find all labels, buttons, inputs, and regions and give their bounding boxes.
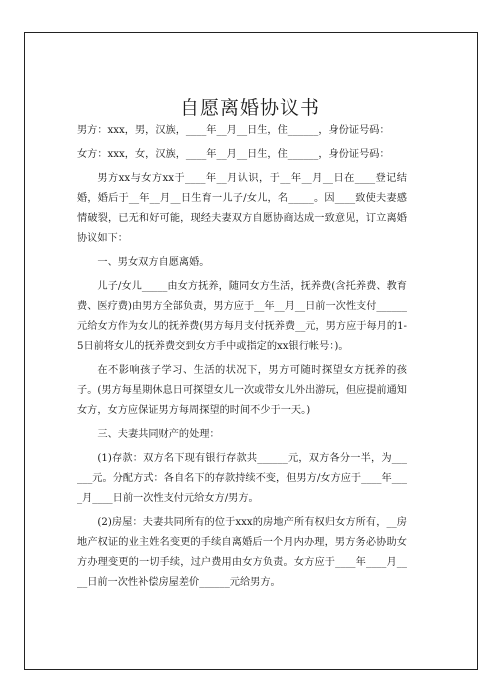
document-title: 自愿离婚协议书 <box>179 96 320 119</box>
male-party-info: 男方：xxx，男，汉族，____年__月__日生，住______，身份证号码： <box>77 125 390 136</box>
deposit-paragraph: (1)存款：双方名下现有银行存款共______元，双方各分一半，为______元。分配方式：各自名下的存款持续不变，但男方/女方应于____年____月____日前一次性支付元给女方/男方。 <box>77 453 407 504</box>
property-paragraph: (2)房屋：夫妻共同所有的位于xxx的房地产所有权归女方所有，__房地产权证的业主姓名变更的手续自离婚后一个月内办理，男方务必协助女方办理变更的一切手续，过户费用由女方负责。女方应于____年____月____日前一次性补偿房屋差价______元给男方。 <box>77 517 407 588</box>
child-custody-paragraph: 儿子/女儿_____由女方抚养，随同女方生活，抚养费(含托养费、教育费、医疗费)由男方全部负责，男方应于__年__月__日前一次性支付______元给女方作为女儿的抚养费(男方每月支付抚养费__元，男方应于每月的1-5日前将女儿的抚养费交到女方手中或指定的xx银行帐号：)。 <box>77 281 407 352</box>
document-body <box>77 121 407 593</box>
clause-three-heading: 三、夫妻共同财产的处理： <box>97 429 220 440</box>
female-party-info: 女方：xxx，女，汉族，____年__月__日生，住______，身份证号码： <box>77 149 390 160</box>
clause-one-heading: 一、男女双方自愿离婚。 <box>97 257 210 268</box>
preamble-paragraph: 男方xx与女方xx于____年__月认识，于__年__月__日在____登记结婚，婚后于__年__月__日生育一儿子/女儿，名_____。因____致使夫妻感情破裂，已无和好可能，现经夫妻双方自愿协商达成一致意见，订立离婚协议如下： <box>77 173 407 244</box>
visitation-paragraph: 在不影响孩子学习、生活的状况下，男方可随时探望女方抚养的孩子。(男方每星期休息日可探望女儿一次或带女儿外出游玩，但应提前通知女方，女方应保证男方每周探望的时间不少于一天。) <box>77 365 407 416</box>
